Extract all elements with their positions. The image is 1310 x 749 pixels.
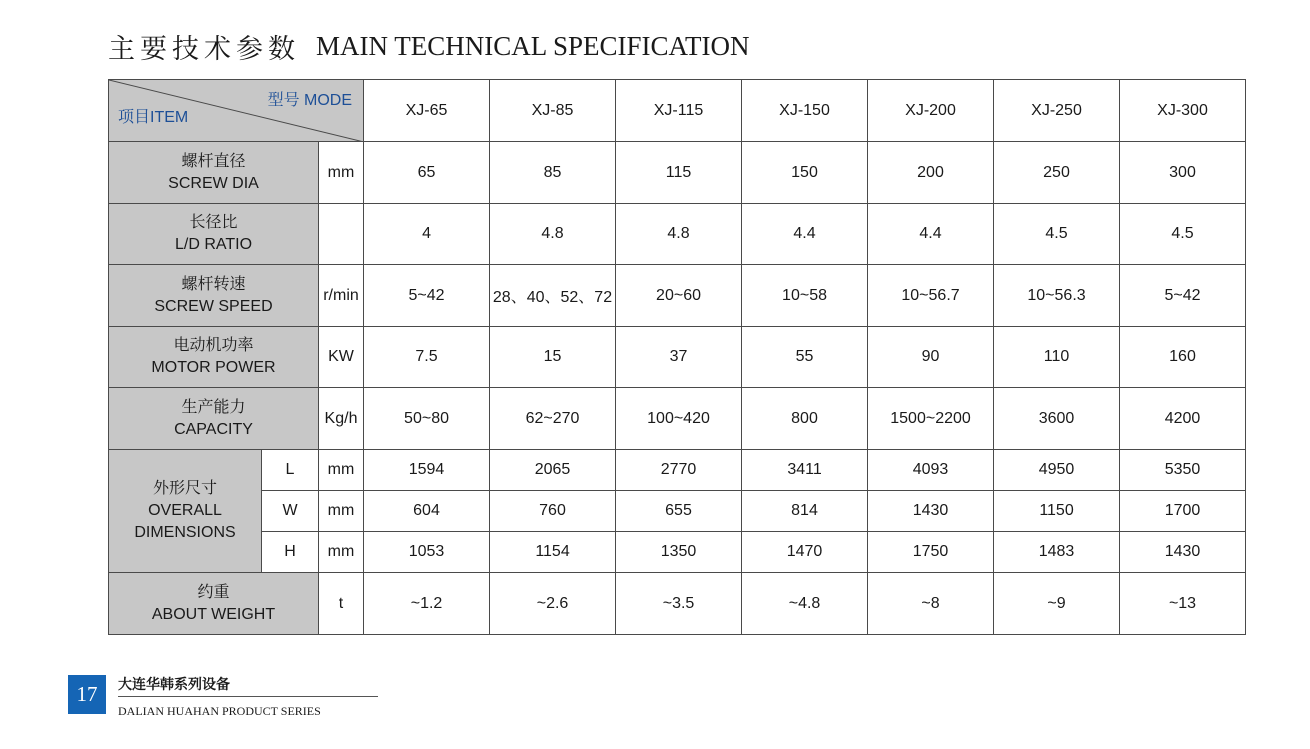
value-cell: 1500~2200 <box>868 388 994 450</box>
value-cell: 1154 <box>490 532 616 573</box>
value-cell: 10~56.7 <box>868 265 994 327</box>
value-cell: 655 <box>616 491 742 532</box>
value-cell: 5~42 <box>1120 265 1246 327</box>
spec-table <box>108 79 1246 635</box>
value-cell: 4.4 <box>742 204 868 265</box>
row-weight <box>109 573 1246 635</box>
model-header: XJ-250 <box>994 80 1120 142</box>
dim-label: L <box>262 450 319 491</box>
label-zh: 约重 <box>197 583 230 601</box>
value-cell: ~4.8 <box>742 573 868 635</box>
title-chinese: 主要技术参数 <box>108 33 300 65</box>
unit-cell: mm <box>319 142 364 204</box>
dim-label: H <box>262 532 319 573</box>
value-cell: 4.5 <box>994 204 1120 265</box>
value-cell: 4.8 <box>490 204 616 265</box>
value-cell: 4200 <box>1120 388 1246 450</box>
value-cell: 90 <box>868 327 994 388</box>
value-cell: 7.5 <box>364 327 490 388</box>
row-label <box>109 327 319 388</box>
value-cell: 200 <box>868 142 994 204</box>
value-cell: ~3.5 <box>616 573 742 635</box>
value-cell: ~1.2 <box>364 573 490 635</box>
model-header: XJ-65 <box>364 80 490 142</box>
value-cell: ~13 <box>1120 573 1246 635</box>
value-cell: 160 <box>1120 327 1246 388</box>
value-cell: 50~80 <box>364 388 490 450</box>
value-cell: 100~420 <box>616 388 742 450</box>
value-cell: ~9 <box>994 573 1120 635</box>
value-cell: 4093 <box>868 450 994 491</box>
row-label <box>109 573 319 635</box>
label-en: SCREW SPEED <box>154 297 273 315</box>
value-cell: 10~58 <box>742 265 868 327</box>
row-screw-dia <box>109 142 1246 204</box>
value-cell: 760 <box>490 491 616 532</box>
value-cell: 1430 <box>1120 532 1246 573</box>
footer-company-en: DALIAN HUAHAN PRODUCT SERIES <box>118 704 321 718</box>
value-cell: 1150 <box>994 491 1120 532</box>
corner-cell <box>109 80 364 142</box>
row-motor-power <box>109 327 1246 388</box>
value-cell: 250 <box>994 142 1120 204</box>
title-english: MAIN TECHNICAL SPECIFICATION <box>316 30 750 61</box>
value-cell: 1594 <box>364 450 490 491</box>
unit-cell: r/min <box>319 265 364 327</box>
label-en: SCREW DIA <box>168 174 259 192</box>
value-cell: 115 <box>616 142 742 204</box>
row-label <box>109 265 319 327</box>
value-cell: 110 <box>994 327 1120 388</box>
row-dim-l <box>109 450 1246 491</box>
value-cell: 604 <box>364 491 490 532</box>
value-cell: 150 <box>742 142 868 204</box>
footer-company-zh: 大连华韩系列设备 <box>118 677 230 693</box>
row-label <box>109 204 319 265</box>
value-cell: ~8 <box>868 573 994 635</box>
header-row <box>109 80 1246 142</box>
value-cell: 2770 <box>616 450 742 491</box>
value-cell: 55 <box>742 327 868 388</box>
label-zh: 螺杆直径 <box>181 152 246 170</box>
value-cell: 37 <box>616 327 742 388</box>
unit-cell: KW <box>319 327 364 388</box>
model-header: XJ-200 <box>868 80 994 142</box>
value-cell: 1350 <box>616 532 742 573</box>
value-cell: 4.4 <box>868 204 994 265</box>
value-cell: 300 <box>1120 142 1246 204</box>
value-cell: 10~56.3 <box>994 265 1120 327</box>
value-cell: 62~270 <box>490 388 616 450</box>
label-en: DIMENSIONS <box>134 524 236 541</box>
value-cell: 814 <box>742 491 868 532</box>
model-header: XJ-85 <box>490 80 616 142</box>
value-cell: 4.5 <box>1120 204 1246 265</box>
page-title <box>108 28 750 64</box>
value-cell: ~2.6 <box>490 573 616 635</box>
label-en: ABOUT WEIGHT <box>151 605 276 623</box>
value-cell: 20~60 <box>616 265 742 327</box>
dim-label: W <box>262 491 319 532</box>
label-zh: 电动机功率 <box>173 337 254 354</box>
label-zh: 生产能力 <box>181 398 246 416</box>
model-header: XJ-150 <box>742 80 868 142</box>
unit-cell: mm <box>319 450 364 491</box>
value-cell: 1750 <box>868 532 994 573</box>
value-cell: 1700 <box>1120 491 1246 532</box>
model-header: XJ-300 <box>1120 80 1246 142</box>
value-cell: 4 <box>364 204 490 265</box>
row-label-dimensions <box>109 450 262 573</box>
value-cell: 28、40、52、72 <box>490 265 616 327</box>
row-label <box>109 142 319 204</box>
page-number-badge: 17 <box>68 675 106 714</box>
value-cell: 5~42 <box>364 265 490 327</box>
row-capacity <box>109 388 1246 450</box>
row-dim-w <box>109 491 1246 532</box>
value-cell: 1430 <box>868 491 994 532</box>
value-cell: 800 <box>742 388 868 450</box>
label-en: L/D RATIO <box>174 236 253 253</box>
label-en: MOTOR POWER <box>151 359 276 376</box>
model-label: 型号 MODE <box>267 92 353 109</box>
row-dim-h <box>109 532 1246 573</box>
unit-cell: mm <box>319 532 364 573</box>
model-header: XJ-115 <box>616 80 742 142</box>
value-cell: 65 <box>364 142 490 204</box>
value-cell: 1053 <box>364 532 490 573</box>
value-cell: 5350 <box>1120 450 1246 491</box>
label-en: CAPACITY <box>174 420 253 438</box>
row-label <box>109 388 319 450</box>
value-cell: 4.8 <box>616 204 742 265</box>
footer-divider <box>118 696 378 697</box>
value-cell: 1470 <box>742 532 868 573</box>
value-cell: 85 <box>490 142 616 204</box>
item-label: 项目ITEM <box>118 109 189 126</box>
value-cell: 3411 <box>742 450 868 491</box>
unit-cell <box>319 204 364 265</box>
unit-cell: mm <box>319 491 364 532</box>
label-zh: 长径比 <box>189 214 238 231</box>
value-cell: 3600 <box>994 388 1120 450</box>
label-zh: 外形尺寸 <box>152 480 217 497</box>
unit-cell: t <box>319 573 364 635</box>
row-ld-ratio <box>109 204 1246 265</box>
value-cell: 4950 <box>994 450 1120 491</box>
row-screw-speed <box>109 265 1246 327</box>
unit-cell: Kg/h <box>319 388 364 450</box>
value-cell: 2065 <box>490 450 616 491</box>
value-cell: 15 <box>490 327 616 388</box>
value-cell: 1483 <box>994 532 1120 573</box>
label-zh: 螺杆转速 <box>181 275 246 293</box>
label-en: OVERALL <box>148 502 222 519</box>
